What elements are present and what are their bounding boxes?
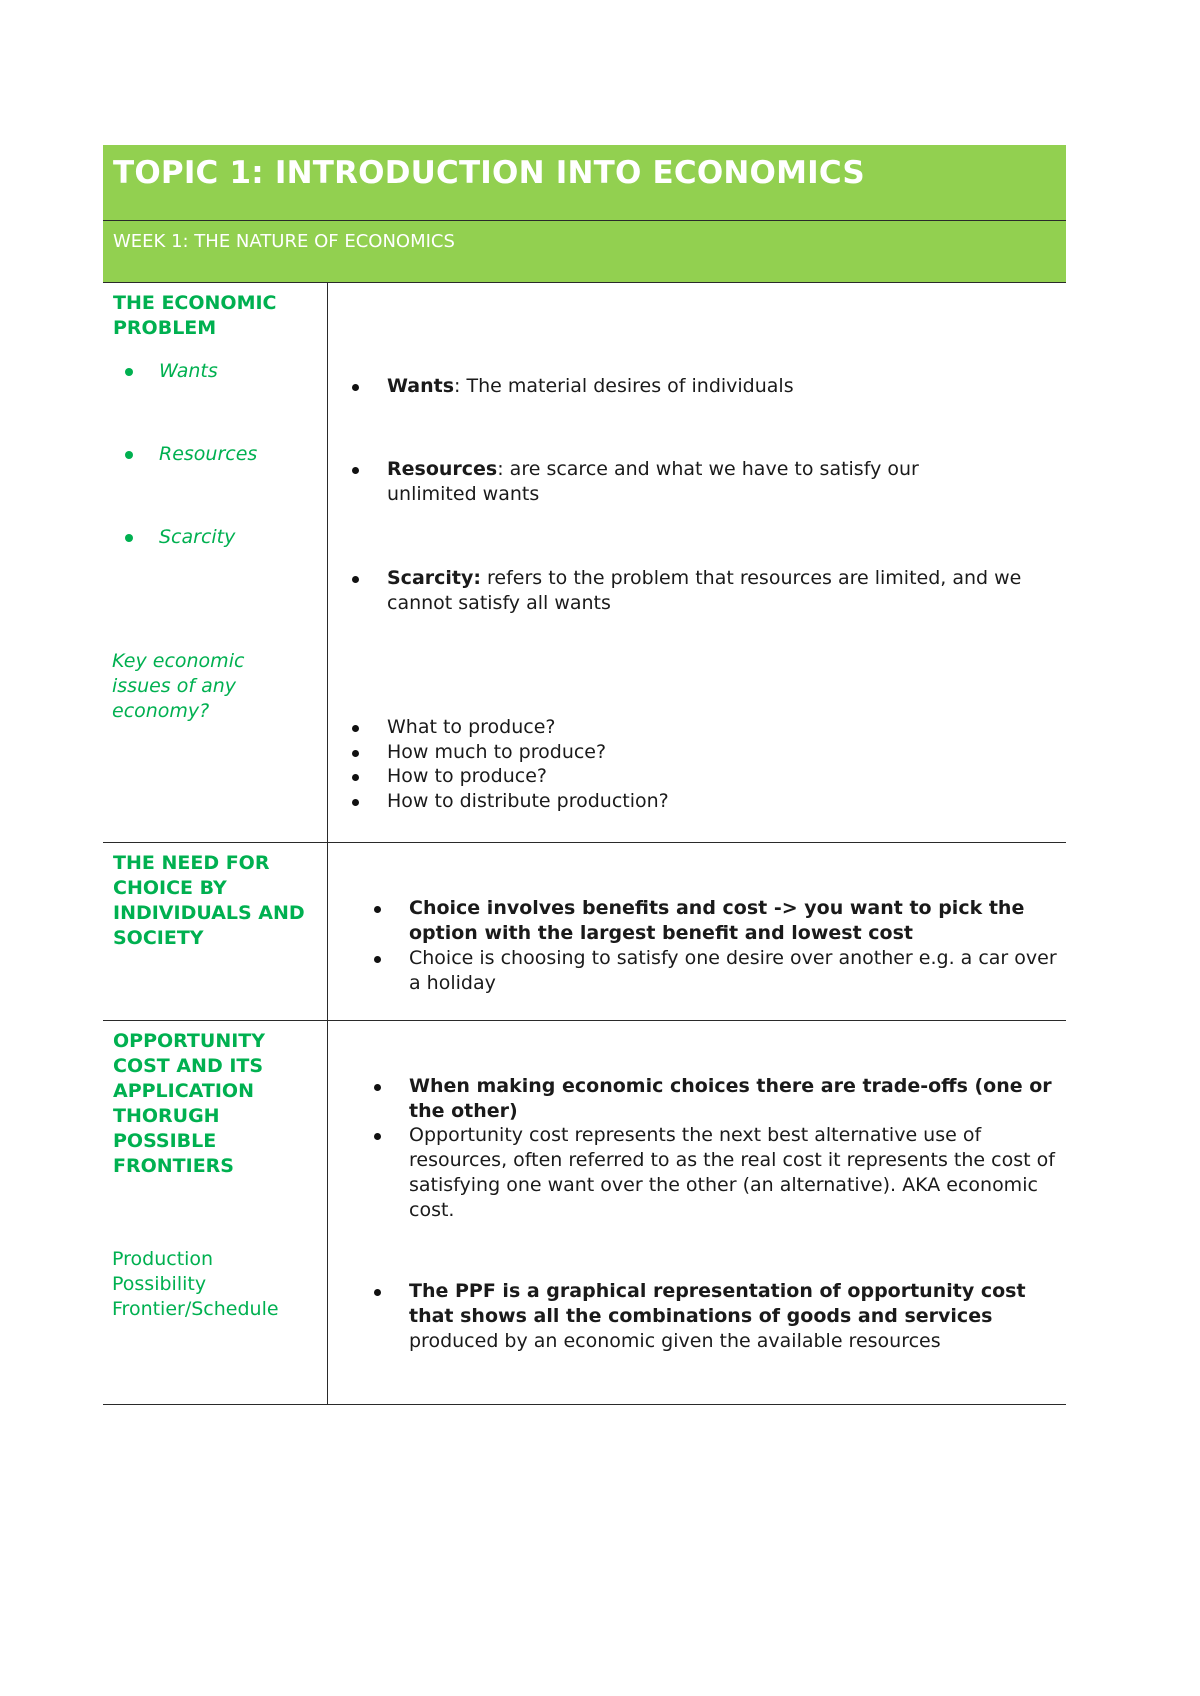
row-opportunity-cost-content-cell [328, 1021, 1066, 1404]
title-band [103, 145, 1066, 221]
question-text: How to distribute production? [387, 790, 669, 812]
bullet-icon [125, 368, 133, 376]
bullet-icon [352, 725, 359, 732]
bullet-icon [374, 1133, 381, 1140]
sub-item-scarcity [125, 525, 235, 550]
page-title: TOPIC 1: INTRODUCTION INTO ECONOMICS [113, 155, 865, 191]
bullet-icon [352, 799, 359, 806]
question-list-item [352, 715, 555, 740]
question-list-item [352, 740, 606, 765]
question-text: How to produce? [387, 765, 548, 787]
sub-item-wants-label: Wants [159, 360, 218, 382]
bullet-icon [125, 534, 133, 542]
row-opportunity-cost [103, 1021, 1066, 1405]
question-list-item [352, 764, 547, 789]
week-subtitle: WEEK 1: THE NATURE OF ECONOMICS [113, 231, 455, 252]
need-for-choice-heading: THE NEED FOR CHOICE BY INDIVIDUALS AND SOCIETY [113, 852, 305, 949]
scarcity-definition [352, 566, 1042, 616]
opportunity-bullet-2 [374, 1123, 1064, 1223]
bullet-icon [374, 1084, 381, 1091]
row-need-for-choice-content-cell [328, 843, 1066, 1020]
choice-bullet-1-text: Choice involves benefits and cost -> you want to pick the option with the largest benefit and lowest cost [409, 897, 1025, 944]
ppf-label: Production Possibility Frontier/Schedule [112, 1248, 279, 1320]
wants-term: Wants [387, 375, 455, 397]
bullet-icon [374, 956, 381, 963]
week-band [103, 221, 1066, 283]
bullet-icon [352, 576, 359, 583]
bullet-icon [352, 750, 359, 757]
row-economic-problem-content-cell [328, 283, 1066, 842]
row-need-for-choice-label-cell [103, 843, 328, 1020]
ppf-bullet [374, 1279, 1054, 1354]
wants-def: : The material desires of individuals [454, 375, 794, 397]
question-text: How much to produce? [387, 741, 607, 763]
scarcity-term: Scarcity: [387, 567, 481, 589]
question-text: What to produce? [387, 716, 556, 738]
choice-bullet-1 [374, 896, 1054, 946]
opportunity-bullet-2-text: Opportunity cost represents the next best alternative use of resources, often referred to as the real cost it represents the cost of satisfying one want over the other (an alternative). AKA economic cost. [409, 1124, 1055, 1221]
sub-item-resources [125, 442, 257, 467]
bullet-icon [374, 1289, 381, 1296]
ppf-bullet-rest-text: produced by an economic given the available resources [409, 1330, 941, 1352]
sub-item-wants [125, 359, 218, 384]
row-economic-problem-label-cell [103, 283, 328, 842]
economic-problem-heading: THE ECONOMIC PROBLEM [113, 292, 277, 339]
ppf-bullet-bold-text: The PPF is a graphical representation of opportunity cost that shows all the combinations of goods and services [409, 1280, 1026, 1327]
wants-definition [352, 374, 1032, 399]
sub-item-resources-label: Resources [159, 443, 258, 465]
resources-def: : are scarce and what we have to satisfy our unlimited wants [387, 458, 919, 505]
row-need-for-choice [103, 843, 1066, 1021]
opportunity-bullet-1 [374, 1074, 1054, 1124]
key-issues-label: Key economic issues of any economy? [112, 650, 245, 722]
opportunity-cost-heading: OPPORTUNITY COST AND ITS APPLICATION THORUGH POSSIBLE FRONTIERS [113, 1030, 266, 1177]
sub-item-scarcity-label: Scarcity [159, 526, 236, 548]
choice-bullet-2-text: Choice is choosing to satisfy one desire over another e.g. a car over a holiday [409, 947, 1057, 994]
resources-definition [352, 457, 992, 507]
bullet-icon [352, 467, 359, 474]
bullet-icon [374, 906, 381, 913]
resources-term: Resources [387, 458, 498, 480]
bullet-icon [352, 774, 359, 781]
question-list-item [352, 789, 669, 814]
bullet-icon [125, 451, 133, 459]
row-opportunity-cost-label-cell [103, 1021, 328, 1404]
bullet-icon [352, 384, 359, 391]
choice-bullet-2 [374, 946, 1064, 996]
row-economic-problem [103, 283, 1066, 843]
scarcity-def: refers to the problem that resources are limited, and we cannot satisfy all wants [387, 567, 1022, 614]
notes-sheet [103, 145, 1066, 1405]
opportunity-bullet-1-text: When making economic choices there are trade-offs (one or the other) [409, 1075, 1052, 1122]
